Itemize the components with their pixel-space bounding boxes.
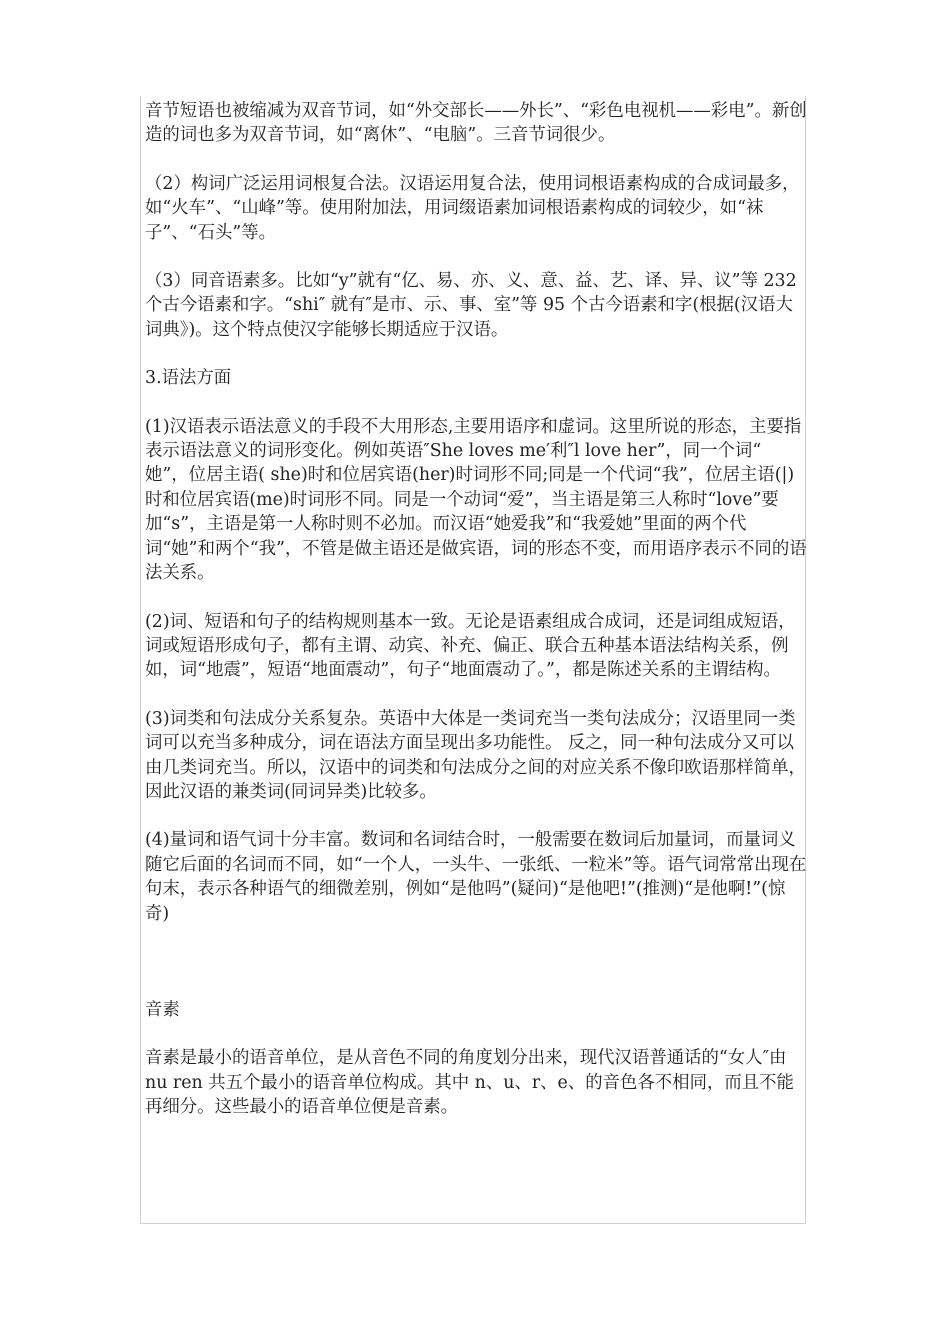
section-heading-phoneme: 音素 xyxy=(145,999,180,1020)
paragraph-word-order: (1)汉语表示语法意义的手段不大用形态,主要用语序和虚词。这里所说的形态，主要指表示语法意义的词形变化。例如英语″She loves me′利″l love her”，同一个词“ 她”，位居主语( she)时和位居宾语(her)时词形不同;同是一个代词“我”，位居主语(|)时和位居宾语(me)时词形不同。同是一个动词“爱”，当主语是第三人称时“love”要加“s”，主语是第一人称时则不必加。而汉语“她爱我”和“我爱她”里面的两个代词“她”和两个“我”，不管是做主语还是做宾语，词的形态不变，而用语序表示不同的语法关系。 xyxy=(145,416,807,584)
document-body xyxy=(145,99,807,1120)
paragraph-structure-rules: (2)词、短语和句子的结构规则基本一致。无论是语素组成合成词，还是词组成短语，词或短语形成句子，都有主谓、动宾、补充、偏正、联合五种基本语法结构关系，例如，词“地震”，短语“地面震动”，句子“地面震动了。”，都是陈述关系的主谓结构。 xyxy=(145,611,796,681)
section-heading-grammar: 3.语法方面 xyxy=(145,368,232,389)
paragraph-compound-words: （2）构词广泛运用词根复合法。汉语运用复合法，使用词根语素构成的合成词最多，如“火车”、“山峰”等。使用附加法，用词缀语素加词根语素构成的词较少，如“袜子”、“石头”等。 xyxy=(145,173,800,243)
paragraph-word-classes: (3)词类和句法成分关系复杂。英语中大体是一类词充当一类句法成分；汉语里同一类词可以充当多种成分，词在语法方面呈现出多功能性。 反之，同一种句法成分又可以由几类词充当。所以，汉语中的词类和句法成分之间的对应关系不像印欧语那样简单，因此汉语的兼类词(同词异类)比较多。 xyxy=(145,708,806,802)
paragraph-phoneme-definition: 音素是最小的语音单位，是从音色不同的角度划分出来，现代汉语普通话的“女人″由 nu ren 共五个最小的语音单位构成。其中 n、u、r、e、的音色各不相同，而且不能再细分。这些最小的语音单位便是音素。 xyxy=(145,1048,794,1118)
paragraph-homophone-morphemes: （3）同音语素多。比如“y”就有“亿、易、亦、义、意、益、艺、译、异、议”等 232 个古今语素和字。“shi″ 就有″是市、示、事、室”等 95 个古今语素和字(根据(汉语大词典》)。这个特点使汉字能够长期适应于汉语。 xyxy=(145,271,803,340)
paragraph-measure-words: (4)量词和语气词十分丰富。数词和名词结合时，一般需要在数词后加量词，而量词义随它后面的名词而不同，如“一个人，一头牛、一张纸、一粒米”等。语气词常常出现在句末，表示各种语气的细微差别，例如“是他吗”(疑问)“是他吧!”(推测)“是他啊!”(惊奇) xyxy=(145,830,807,924)
paragraph-disyllabic-words: 音节短语也被缩减为双音节词，如“外交部长——外长”、“彩色电视机——彩电”。新创造的词也多为双音节词，如“离休”、“电脑”。三音节词很少。 xyxy=(145,101,807,146)
